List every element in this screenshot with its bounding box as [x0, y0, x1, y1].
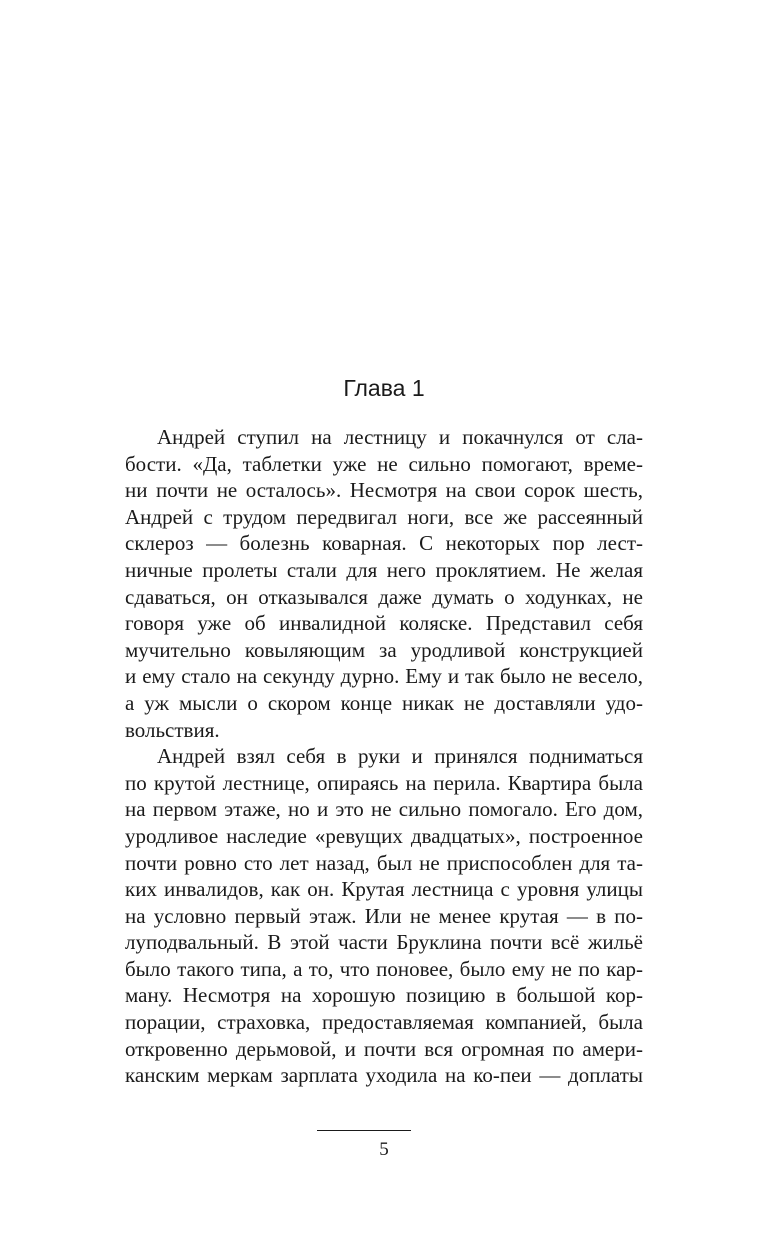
text-line: по крутой лестнице, опираясь на перила. Квартира была [125, 770, 643, 795]
page-number: 5 [379, 1139, 389, 1160]
text-line: канским меркам зарплата уходила на ко-пеи — доплаты [125, 1063, 643, 1088]
text-line: говоря уже об инвалидной коляске. Представил себя [125, 611, 643, 636]
chapter-title: Глава 1 [343, 375, 425, 401]
text-line: почти ровно сто лет назад, был не приспособлен для та- [125, 850, 643, 875]
text-line: склероз — болезнь коварная. С некоторых пор лест- [125, 531, 643, 556]
text-line: ких инвалидов, как он. Крутая лестница с уровня улицы [125, 877, 643, 902]
text-line: на первом этаже, но и это не сильно помогало. Его дом, [125, 797, 643, 822]
text-line: на условно первый этаж. Или не менее крутая — в по- [125, 903, 643, 928]
text-line: уродливое наследие «ревущих двадцатых», построенное [125, 823, 643, 848]
text-line: вольствия. [125, 717, 220, 742]
text-line: было такого типа, а то, что поновее, было ему не по кар- [125, 956, 643, 981]
text-line: ни почти не осталось». Несмотря на свои сорок шесть, [125, 478, 643, 503]
text-line: Андрей взял себя в руки и принялся подниматься [157, 744, 643, 769]
text-line: луподвальный. В этой части Бруклина почти всё жильё [125, 930, 643, 955]
paragraph-2 [125, 743, 643, 1089]
text-line: ману. Несмотря на хорошую позицию в большой кор- [125, 983, 643, 1008]
footer-divider [317, 1130, 411, 1131]
text-line: бости. «Да, таблетки уже не сильно помогают, време- [125, 451, 643, 476]
text-line: мучительно ковыляющим за уродливой конструкцией [125, 637, 643, 662]
body-text [125, 424, 643, 1089]
paragraph-1 [125, 424, 643, 743]
text-line: порации, страховка, предоставляемая компанией, была [125, 1010, 643, 1035]
text-line: и ему стало на секунду дурно. Ему и так было не весело, [125, 664, 643, 689]
text-line: а уж мысли о скором конце никак не доставляли удо- [125, 690, 643, 715]
text-line: Андрей с трудом передвигал ноги, все же рассеянный [125, 504, 643, 529]
text-line: сдаваться, он отказывался даже думать о ходунках, не [125, 584, 643, 609]
text-line: ничные пролеты стали для него проклятием. Не желая [125, 557, 643, 582]
text-line: откровенно дерьмовой, и почти вся огромная по амери- [125, 1036, 643, 1061]
text-line: Андрей ступил на лестницу и покачнулся от сла- [157, 425, 643, 449]
